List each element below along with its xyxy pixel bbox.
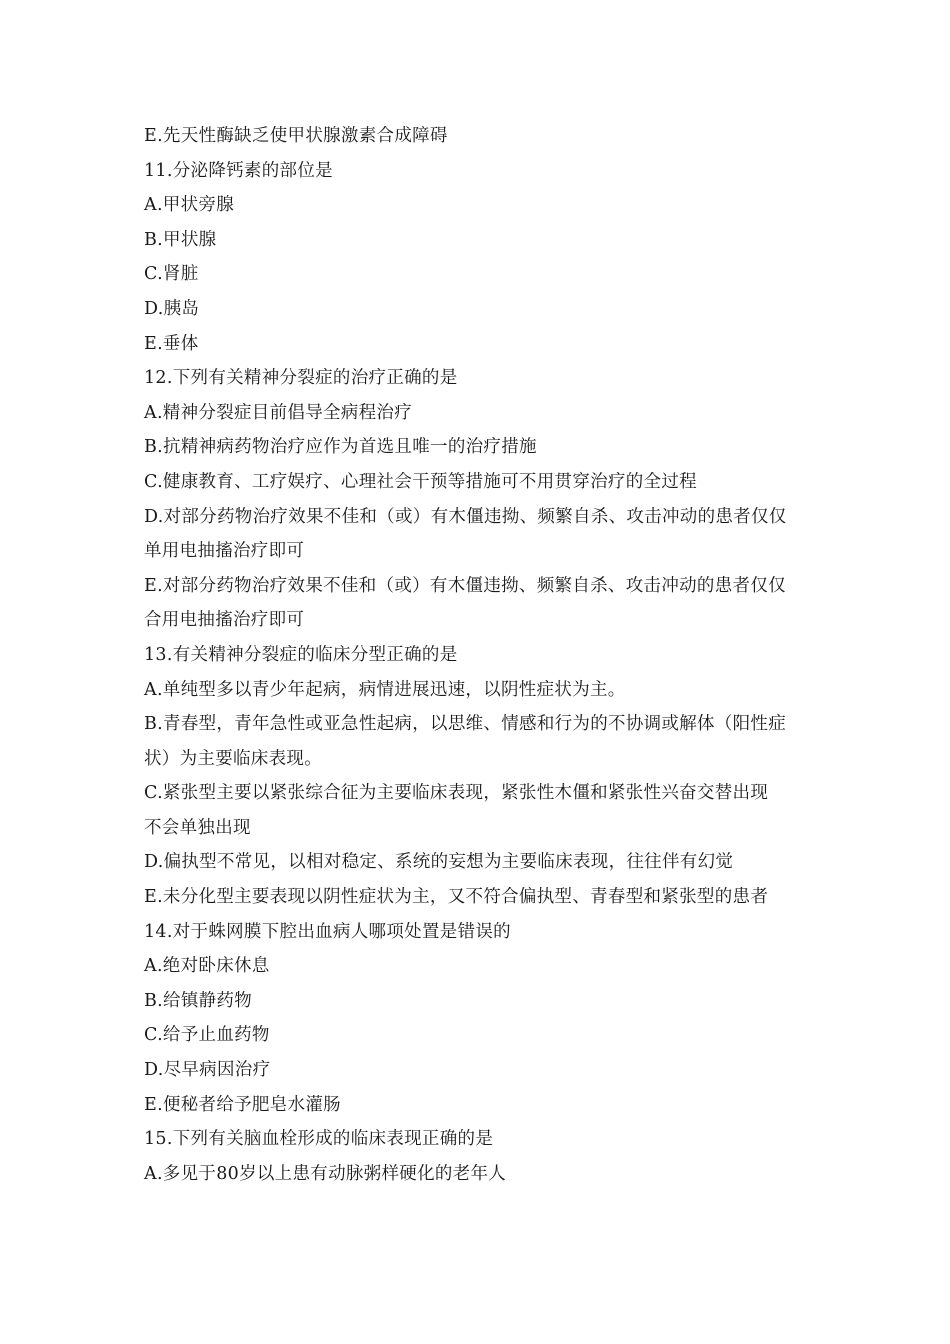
option-13c-continued: 不会单独出现 (144, 817, 251, 838)
option-11e: E.垂体 (144, 333, 199, 354)
option-13b: B.青春型，青年急性或亚急性起病，以思维、情感和行为的不协调或解体（阳性症 (144, 714, 787, 735)
option-14a: A.绝对卧床休息 (144, 956, 270, 977)
document-body (144, 119, 814, 1191)
option-12a: A.精神分裂症目前倡导全病程治疗 (144, 402, 412, 423)
option-14c: C.给予止血药物 (144, 1025, 270, 1046)
option-13e: E.未分化型主要表现以阴性症状为主，又不符合偏执型、青春型和紧张型的患者 (144, 887, 769, 908)
question-15: 15.下列有关脑血栓形成的临床表现正确的是 (144, 1129, 494, 1150)
option-12e-continued: 合用电抽搐治疗即可 (144, 610, 305, 631)
question-11: 11.分泌降钙素的部位是 (144, 160, 333, 181)
option-11b: B.甲状腺 (144, 229, 217, 250)
option-12d-continued: 单用电抽搐治疗即可 (144, 541, 305, 562)
option-11c: C.肾脏 (144, 264, 199, 285)
option-12e: E.对部分药物治疗效果不佳和（或）有木僵违拗、频繁自杀、攻击冲动的患者仅仅 (144, 575, 786, 596)
option-10e: E.先天性酶缺乏使甲状腺激素合成障碍 (144, 126, 448, 146)
option-11d: D.胰岛 (144, 298, 200, 319)
option-14e: E.便秘者给予肥皂水灌肠 (144, 1094, 341, 1115)
option-11a: A.甲状旁腺 (144, 195, 235, 216)
option-15a: A.多见于80岁以上患有动脉粥样硬化的老年人 (144, 1163, 507, 1184)
question-14: 14.对于蛛网膜下腔出血病人哪项处置是错误的 (144, 921, 511, 942)
question-12: 12.下列有关精神分裂症的治疗正确的是 (144, 368, 458, 389)
option-13a: A.单纯型多以青少年起病，病情进展迅速，以阴性症状为主。 (144, 679, 626, 700)
option-13d: D.偏执型不常见，以相对稳定、系统的妄想为主要临床表现，往往伴有幻觉 (144, 852, 734, 873)
option-14b: B.给镇静药物 (144, 990, 253, 1011)
option-12c: C.健康教育、工疗娱疗、心理社会干预等措施可不用贯穿治疗的全过程 (144, 471, 697, 492)
option-13c: C.紧张型主要以紧张综合征为主要临床表现，紧张性木僵和紧张性兴奋交替出现 (144, 783, 769, 804)
option-12d: D.对部分药物治疗效果不佳和（或）有木僵违拗、频繁自杀、攻击冲动的患者仅仅 (144, 506, 787, 527)
question-13: 13.有关精神分裂症的临床分型正确的是 (144, 644, 458, 665)
option-13b-continued: 状）为主要临床表现。 (144, 748, 322, 769)
option-14d: D.尽早病因治疗 (144, 1060, 271, 1081)
option-12b: B.抗精神病药物治疗应作为首选且唯一的治疗措施 (144, 437, 537, 458)
